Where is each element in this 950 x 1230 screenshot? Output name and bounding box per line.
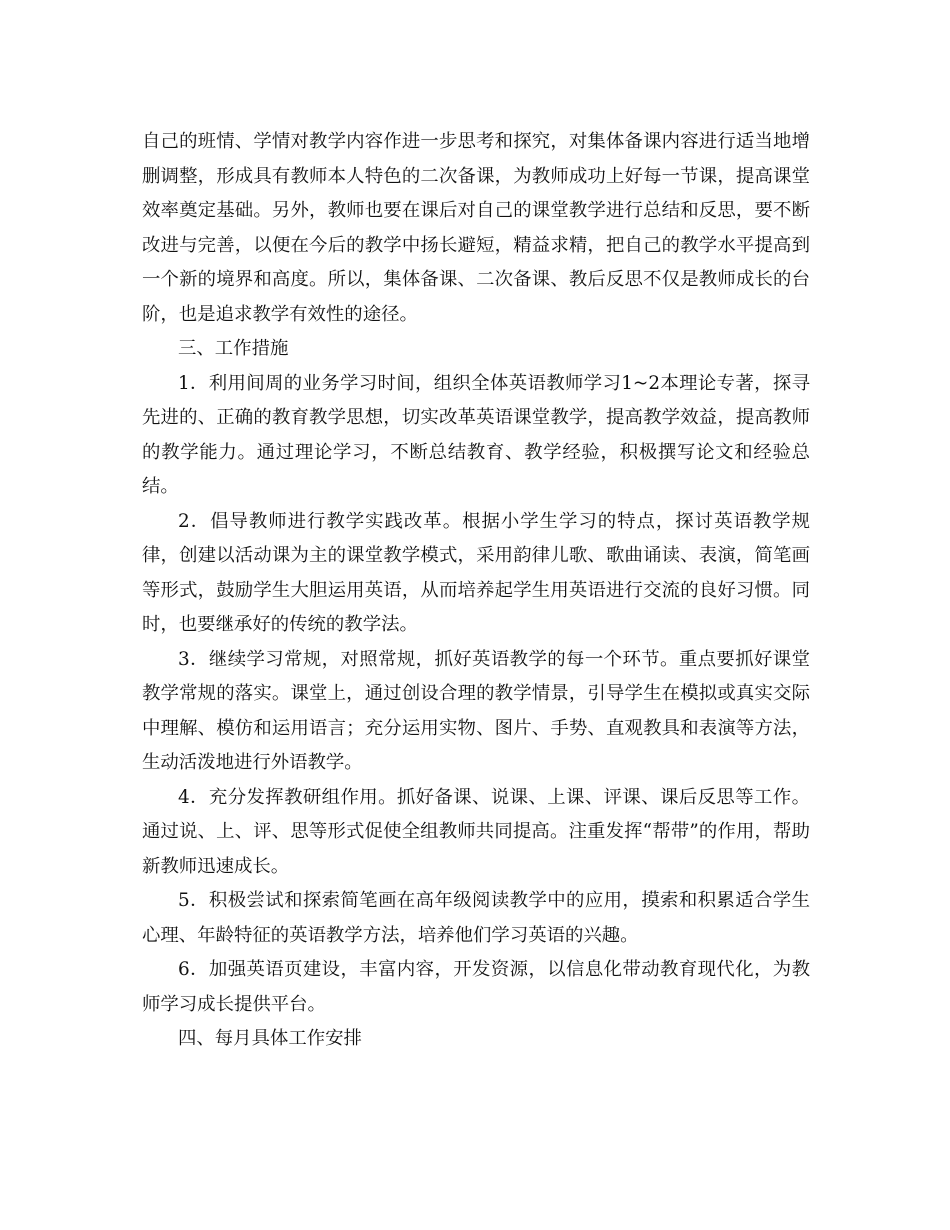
paragraph-measure-3: 3．继续学习常规，对照常规，抓好英语教学的每一个环节。重点要抓好课堂教学常规的落实。课堂上，通过创设合理的教学情景，引导学生在模拟或真实交际中理解、模仿和运用语言；充分运用实物、图片、手势、直观教具和表演等方法，生动活泼地进行外语教学。 xyxy=(142,648,810,773)
paragraph-measure-6: 6．加强英语页建设，丰富内容，开发资源，以信息化带动教育现代化，为教师学习成长提供平台。 xyxy=(142,959,810,1015)
document-body xyxy=(142,125,810,1057)
paragraph-measure-2: 2．倡导教师进行教学实践改革。根据小学生学习的特点，探讨英语教学规律，创建以活动课为主的课堂教学模式，采用韵律儿歌、歌曲诵读、表演，简笔画等形式，鼓励学生大胆运用英语，从而培养起学生用英语进行交流的良好习惯。同时，也要继承好的传统的教学法。 xyxy=(142,510,810,635)
paragraph-measure-4: 4．充分发挥教研组作用。抓好备课、说课、上课、评课、课后反思等工作。通过说、上、评、思等形式促使全组教师共同提高。注重发挥“帮带”的作用，帮助新教师迅速成长。 xyxy=(142,786,810,877)
section-heading-work-measures: 三、工作措施 xyxy=(178,338,289,359)
section-heading-monthly-plan: 四、每月具体工作安排 xyxy=(178,1028,362,1049)
paragraph-continuation: 自己的班情、学情对教学内容作进一步思考和探究，对集体备课内容进行适当地增删调整，形成具有教师本人特色的二次备课，为教师成功上好每一节课，提高课堂效率奠定基础。另外，教师也要在课后对自己的课堂教学进行总结和反思，要不断改进与完善，以便在今后的教学中扬长避短，精益求精，把自己的教学水平提高到一个新的境界和高度。所以，集体备课、二次备课、教后反思不仅是教师成长的台阶，也是追求教学有效性的途径。 xyxy=(142,131,810,325)
paragraph-measure-1: 1．利用间周的业务学习时间，组织全体英语教师学习1~2本理论专著，探寻先进的、正确的教育教学思想，切实改革英语课堂教学，提高教学效益，提高教师的教学能力。通过理论学习，不断总结教育、教学经验，积极撰写论文和经验总结。 xyxy=(142,372,810,497)
paragraph-measure-5: 5．积极尝试和探索简笔画在高年级阅读教学中的应用，摸索和积累适合学生心理、年龄特征的英语教学方法，培养他们学习英语的兴趣。 xyxy=(142,890,810,946)
